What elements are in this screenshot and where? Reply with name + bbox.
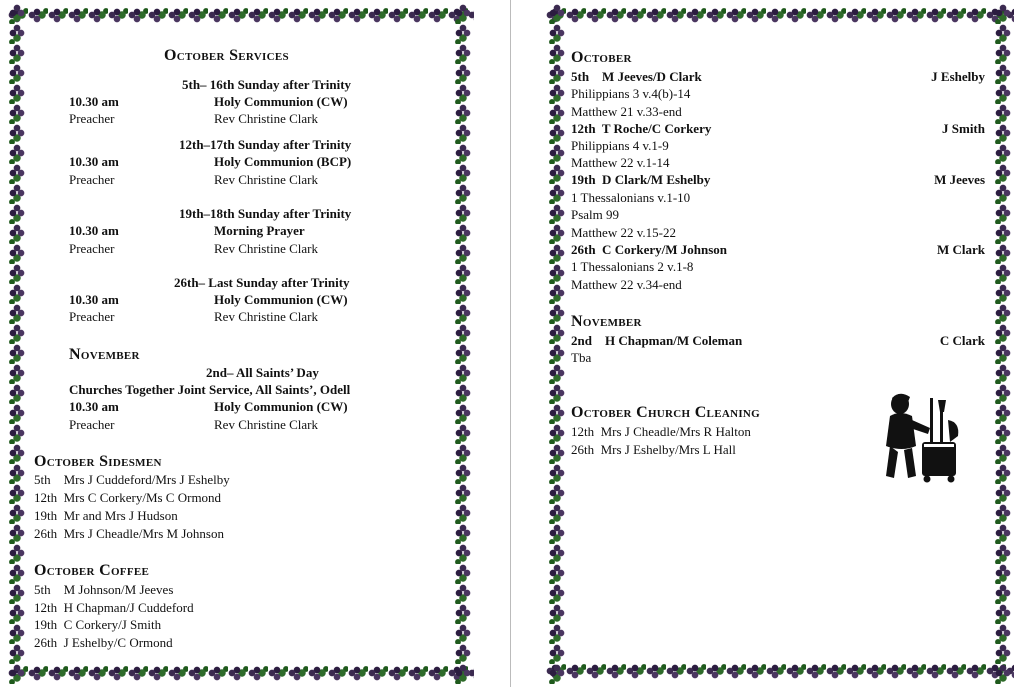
service-person: Rev Christine Clark (214, 241, 318, 256)
rota-reading: 1 Thessalonians v.1-10 (571, 190, 691, 205)
rota-date-names: 12th T Roche/C Corkery (571, 121, 712, 136)
october-services-heading: October Services (164, 47, 289, 64)
service-title: 12th–17th Sunday after Trinity (179, 137, 352, 152)
november-rota-heading: November (571, 313, 642, 330)
rota-date-names: 5th M Jeeves/D Clark (571, 69, 702, 84)
grape-border-bottom (8, 662, 474, 684)
rota-reading: Matthew 21 v.33-end (571, 104, 682, 119)
rota-reading: Philippians 3 v.4(b)-14 (571, 86, 691, 101)
coffee-row: 5th M Johnson/M Jeeves (34, 582, 174, 597)
rota-reading: Matthew 22 v.15-22 (571, 225, 676, 240)
service-title: 26th– Last Sunday after Trinity (174, 275, 350, 290)
service-time: 10.30 am (69, 94, 119, 109)
cleaning-row: 12th Mrs J Cheadle/Mrs R Halton (571, 424, 751, 439)
left-page (0, 0, 480, 687)
cleaning-heading: October Church Cleaning (571, 404, 760, 421)
rota-date-names: 19th D Clark/M Eshelby (571, 172, 711, 187)
service-role: Preacher (69, 241, 115, 256)
grape-border-top (8, 4, 474, 26)
service-name: Morning Prayer (214, 223, 305, 238)
service-name: Holy Communion (CW) (214, 94, 348, 109)
grape-border-left (546, 4, 568, 684)
rota-reader: J Eshelby (931, 69, 985, 84)
rota-reader: M Jeeves (934, 172, 985, 187)
right-page (540, 0, 1020, 687)
service-title: 19th–18th Sunday after Trinity (179, 206, 352, 221)
october-rota-heading: October (571, 49, 632, 66)
sidesmen-row: 26th Mrs J Cheadle/Mrs M Johnson (34, 526, 224, 541)
coffee-heading: October Coffee (34, 562, 150, 579)
rota-reading: Matthew 22 v.34-end (571, 277, 682, 292)
service-time: 10.30 am (69, 399, 119, 414)
service-time: 10.30 am (69, 223, 119, 238)
coffee-row: 12th H Chapman/J Cuddeford (34, 600, 194, 615)
sidesmen-row: 12th Mrs C Corkery/Ms C Ormond (34, 490, 222, 505)
cleaner-clipart-icon (880, 390, 970, 484)
service-name: Holy Communion (CW) (214, 399, 348, 414)
rota-reading: 1 Thessalonians 2 v.1-8 (571, 259, 694, 274)
coffee-row: 19th C Corkery/J Smith (34, 617, 162, 632)
november-heading: November (69, 346, 140, 363)
service-time: 10.30 am (69, 154, 119, 169)
service-person: Rev Christine Clark (214, 111, 318, 126)
rota-note: Tba (571, 350, 592, 365)
page-divider (510, 0, 511, 687)
rota-reading: Psalm 99 (571, 207, 620, 222)
service-person: Rev Christine Clark (214, 417, 318, 432)
november-title: 2nd– All Saints’ Day (206, 365, 319, 380)
rota-reader: M Clark (936, 242, 985, 257)
rota-reading: Matthew 22 v.1-14 (571, 155, 670, 170)
november-subtitle: Churches Together Joint Service, All Saints’, Odell (69, 382, 351, 397)
service-person: Rev Christine Clark (214, 172, 318, 187)
rota-reading: Philippians 4 v.1-9 (571, 138, 669, 153)
service-name: Holy Communion (CW) (214, 292, 348, 307)
grape-border-bottom (546, 660, 1014, 682)
sidesmen-heading: October Sidesmen (34, 453, 162, 470)
cleaning-row: 26th Mrs J Eshelby/Mrs L Hall (571, 442, 736, 457)
grape-border-top (546, 4, 1014, 26)
service-title: 5th– 16th Sunday after Trinity (182, 77, 352, 92)
rota-reader: C Clark (939, 333, 985, 348)
service-person: Rev Christine Clark (214, 309, 318, 324)
coffee-row: 26th J Eshelby/C Ormond (34, 635, 173, 650)
rota-date-names: 2nd H Chapman/M Coleman (571, 333, 743, 348)
sidesmen-row: 5th Mrs J Cuddeford/Mrs J Eshelby (34, 472, 230, 487)
service-role: Preacher (69, 309, 115, 324)
service-role: Preacher (69, 172, 115, 187)
sidesmen-row: 19th Mr and Mrs J Hudson (34, 508, 178, 523)
grape-border-right (992, 4, 1014, 684)
rota-reader: J Smith (942, 121, 985, 136)
grape-border-left (6, 4, 28, 684)
service-role: Preacher (69, 111, 115, 126)
grape-border-right (452, 4, 474, 684)
service-name: Holy Communion (BCP) (214, 154, 352, 169)
service-time: 10.30 am (69, 292, 119, 307)
service-role: Preacher (69, 417, 115, 432)
rota-date-names: 26th C Corkery/M Johnson (571, 242, 728, 257)
